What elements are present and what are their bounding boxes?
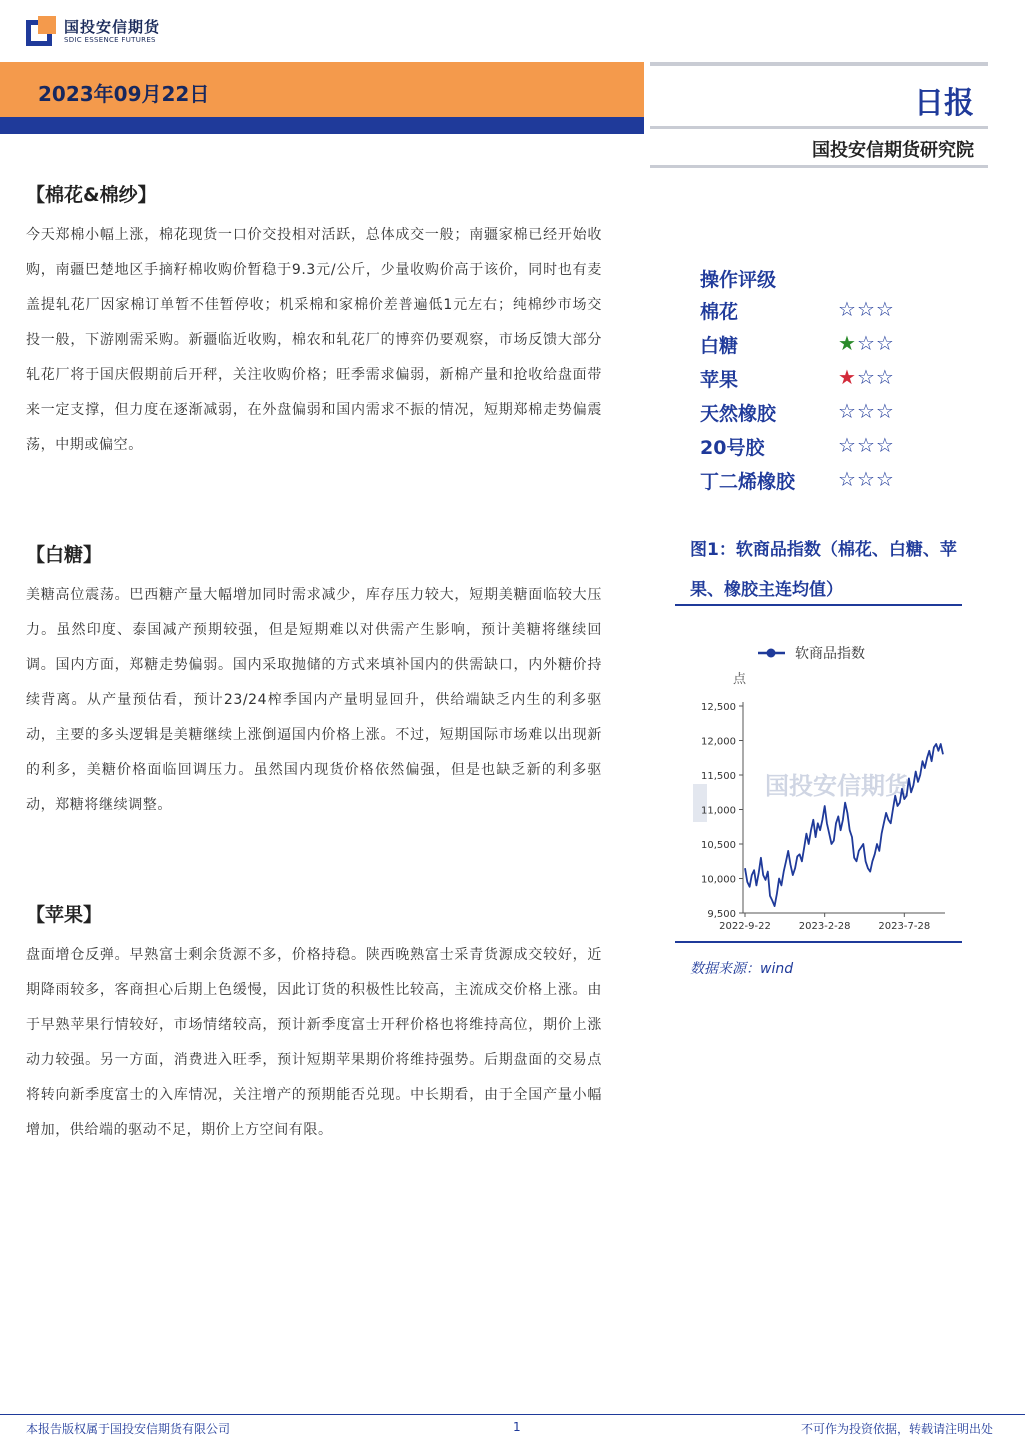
star-outline-icon: ☆ — [856, 331, 876, 355]
section-body-apple: 盘面增仓反弹。早熟富士剩余货源不多，价格持稳。陕西晚熟富士采青货源成交较好，近期降雨较多，客商担心后期上色缓慢，因此订货的积极性比较高，主流成交价格上涨。由于早熟苹果行情较好，市场情绪较高，预计新季度富士开秤价格也将维持高位，期价上涨动力较强。另一方面，消费进入旺季，预计短期苹果期价将维持强势。后期盘面的交易点将转向新季度富士的入库情况，关注增产的预期能否兑现。中长期看，由于全国产量小幅增加，供给端的驱动不足，期价上方空间有限。 — [26, 947, 602, 1138]
star-filled-icon: ★ — [838, 331, 857, 355]
header-rule-bottom — [650, 165, 988, 168]
y-tick-label: 12,000 — [701, 736, 736, 748]
star-outline-icon: ☆ — [875, 399, 895, 423]
star-outline-icon: ☆ — [875, 297, 895, 321]
star-outline-icon: ☆ — [856, 365, 876, 389]
star-outline-icon: ☆ — [838, 297, 857, 321]
rating-stars — [838, 365, 895, 389]
report-type-title: 日报 — [914, 86, 974, 121]
rating-row — [700, 295, 980, 329]
star-outline-icon: ☆ — [856, 399, 876, 423]
logo-mark-icon — [26, 16, 56, 46]
rating-stars — [838, 331, 895, 355]
header-blue-band — [0, 117, 644, 134]
x-tick-label: 2023-7-28 — [878, 921, 931, 932]
rating-stars — [838, 399, 895, 423]
star-outline-icon: ☆ — [875, 467, 895, 491]
y-tick-label: 11,000 — [701, 805, 736, 817]
star-outline-icon: ☆ — [838, 399, 857, 423]
rating-stars — [838, 467, 895, 491]
section-title-cotton: 【棉花&棉纱】 — [26, 184, 157, 206]
section-title-apple: 【苹果】 — [26, 904, 103, 926]
section-body-sugar: 美糖高位震荡。巴西糖产量大幅增加同时需求减少，库存压力较大，短期美糖面临较大压力。虽然印度、泰国减产预期较强，但是短期难以对供需产生影响，预计美糖将继续回调。国内方面，郑糖走势偏弱。国内采取抛储的方式来填补国内的供需缺口，内外糖价持续背离。从产量预估看，预计23/24榨季国内产量明显回升，供给端缺乏内生的利多驱动，主要的多头逻辑是美糖继续上涨倒逼国内价格上涨。不过，短期国际市场难以出现新的利多，美糖价格面临回调压力。虽然国内现货价格依然偏强，但是也缺乏新的利多驱动，郑糖将继续调整。 — [26, 587, 602, 813]
rating-commodity-name: 丁二烯橡胶 — [700, 471, 796, 493]
rating-row — [700, 329, 980, 363]
figure-source: 数据来源：wind — [690, 961, 794, 977]
star-outline-icon: ☆ — [875, 331, 895, 355]
rating-stars — [838, 433, 895, 457]
y-tick-label: 12,500 — [701, 702, 736, 713]
figure-bottom-rule — [675, 941, 962, 943]
star-outline-icon: ☆ — [838, 467, 857, 491]
y-axis-label: 点 — [733, 672, 747, 687]
chart-watermark: 国投安信期货 — [765, 772, 909, 800]
y-tick-label: 11,500 — [701, 771, 736, 782]
rating-commodity-name: 棉花 — [700, 301, 739, 323]
logo-text-cn: 国投安信期货 — [64, 18, 161, 36]
rating-row — [700, 431, 980, 465]
header-rule-middle — [650, 126, 988, 129]
soft-commodity-index-chart — [675, 622, 962, 942]
company-logo — [26, 14, 186, 54]
rating-commodity-name: 苹果 — [700, 369, 739, 391]
rating-stars — [838, 297, 895, 321]
star-filled-icon: ★ — [838, 365, 857, 389]
logo-text-en: SDIC ESSENCE FUTURES — [64, 36, 156, 44]
legend-marker-icon — [767, 649, 776, 658]
rating-commodity-name: 20号胶 — [700, 437, 765, 459]
rating-rows — [700, 295, 980, 499]
footer-copyright: 本报告版权属于国投安信期货有限公司 — [26, 1422, 231, 1436]
header-rule-top — [650, 62, 988, 66]
star-outline-icon: ☆ — [875, 433, 895, 457]
report-header-right — [650, 62, 988, 168]
star-outline-icon: ☆ — [875, 365, 895, 389]
x-tick-label: 2023-2-28 — [798, 921, 851, 932]
star-outline-icon: ☆ — [838, 433, 857, 457]
section-title-sugar: 【白糖】 — [26, 544, 103, 566]
report-date: 2023年09月22日 — [38, 82, 210, 106]
figure-top-rule — [675, 604, 962, 606]
rating-table-title: 操作评级 — [700, 269, 777, 291]
footer-disclaimer: 不可作为投资依据，转载请注明出处 — [800, 1422, 993, 1436]
legend-label: 软商品指数 — [795, 646, 865, 662]
footer-rule — [0, 1414, 1025, 1415]
y-tick-label: 10,000 — [701, 874, 736, 886]
rating-row — [700, 363, 980, 397]
institute-name: 国投安信期货研究院 — [812, 140, 974, 161]
rating-table — [700, 265, 980, 499]
y-tick-label: 9,500 — [707, 909, 736, 920]
rating-commodity-name: 白糖 — [700, 335, 739, 357]
series-line — [745, 744, 943, 906]
rating-commodity-name: 天然橡胶 — [700, 403, 777, 425]
star-outline-icon: ☆ — [856, 433, 876, 457]
rating-row — [700, 465, 980, 499]
star-outline-icon: ☆ — [856, 467, 876, 491]
rating-row — [700, 397, 980, 431]
x-tick-label: 2022-9-22 — [719, 921, 771, 932]
page-number: 1 — [513, 1420, 521, 1434]
figure-caption: 图1：软商品指数（棉花、白糖、苹果、橡胶主连均值） — [690, 540, 957, 600]
star-outline-icon: ☆ — [856, 297, 876, 321]
section-body-cotton: 今天郑棉小幅上涨，棉花现货一口价交投相对活跃，总体成交一般；南疆家棉已经开始收购，南疆巴楚地区手摘籽棉收购价暂稳于9.3元/公斤，少量收购价高于该价，同时也有麦盖提轧花厂因家棉订单暂不佳暂停收；机采棉和家棉价差普遍低1元左右；纯棉纱市场交投一般，下游刚需采购。新疆临近收购，棉农和轧花厂的博弈仍要观察，市场反馈大部分轧花厂将于国庆假期前后开秤，关注收购价格；旺季需求偏弱，新棉产量和抢收给盘面带来一定支撑，但力度在逐渐减弱，在外盘偏弱和国内需求不振的情况，短期郑棉走势偏震荡，中期或偏空。 — [26, 227, 602, 453]
y-tick-label: 10,500 — [701, 840, 736, 851]
